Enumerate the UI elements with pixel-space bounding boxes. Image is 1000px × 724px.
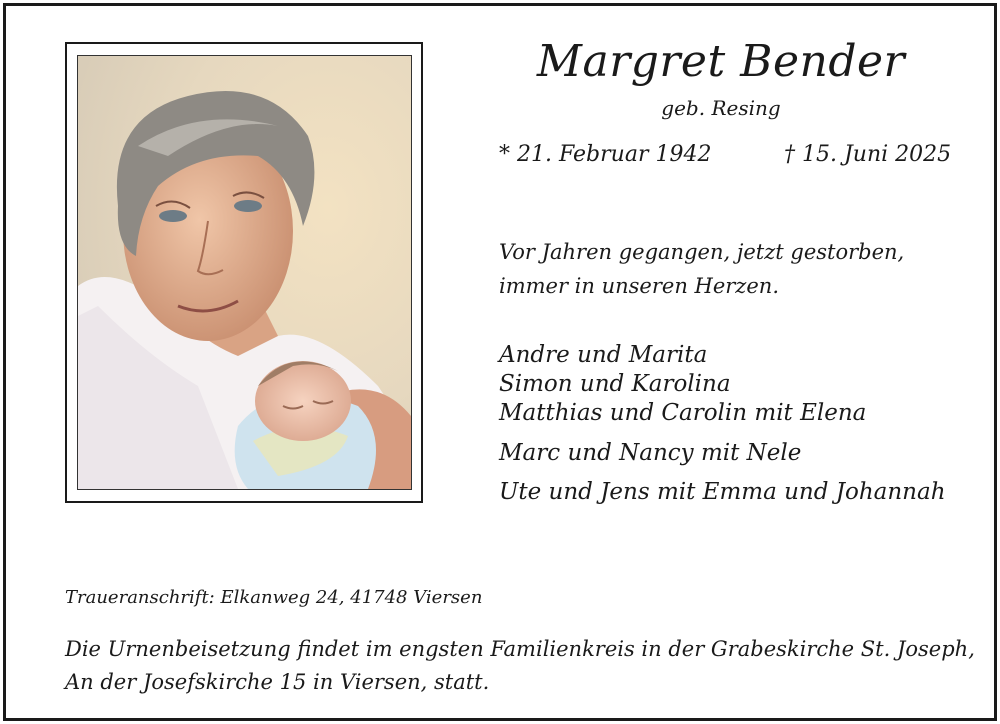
death-date: † 15. Juni 2025 bbox=[784, 142, 952, 167]
verse-line: immer in unseren Herzen. bbox=[499, 274, 779, 298]
birth-date: * 21. Februar 1942 bbox=[499, 142, 712, 167]
mourning-family bbox=[499, 341, 946, 505]
verse-line: Vor Jahren gegangen, jetzt gestorben, bbox=[499, 240, 905, 264]
family-entry: Ute und Jens mit Emma und Johannah bbox=[499, 479, 946, 505]
notice-line: Die Urnenbeisetzung findet im engsten Familienkreis in der Grabeskirche St. Joseph, bbox=[65, 637, 975, 661]
obituary-card bbox=[3, 3, 997, 721]
family-entry: Matthias und Carolin mit Elena bbox=[499, 400, 867, 426]
notice-line: An der Josefskirche 15 in Viersen, statt. bbox=[65, 670, 490, 694]
mourning-address: Traueranschrift: Elkanweg 24, 41748 Viersen bbox=[65, 587, 483, 608]
portrait-photo bbox=[77, 55, 412, 490]
maiden-name: geb. Resing bbox=[661, 96, 781, 120]
family-entry: Andre und Marita bbox=[499, 342, 708, 368]
family-entry: Marc und Nancy mit Nele bbox=[499, 440, 802, 466]
family-entry: Simon und Karolina bbox=[499, 371, 731, 397]
family-group bbox=[499, 341, 946, 428]
burial-notice bbox=[65, 633, 975, 699]
deceased-name: Margret Bender bbox=[536, 36, 906, 87]
memorial-verse bbox=[499, 235, 904, 303]
portrait-frame bbox=[65, 42, 423, 503]
